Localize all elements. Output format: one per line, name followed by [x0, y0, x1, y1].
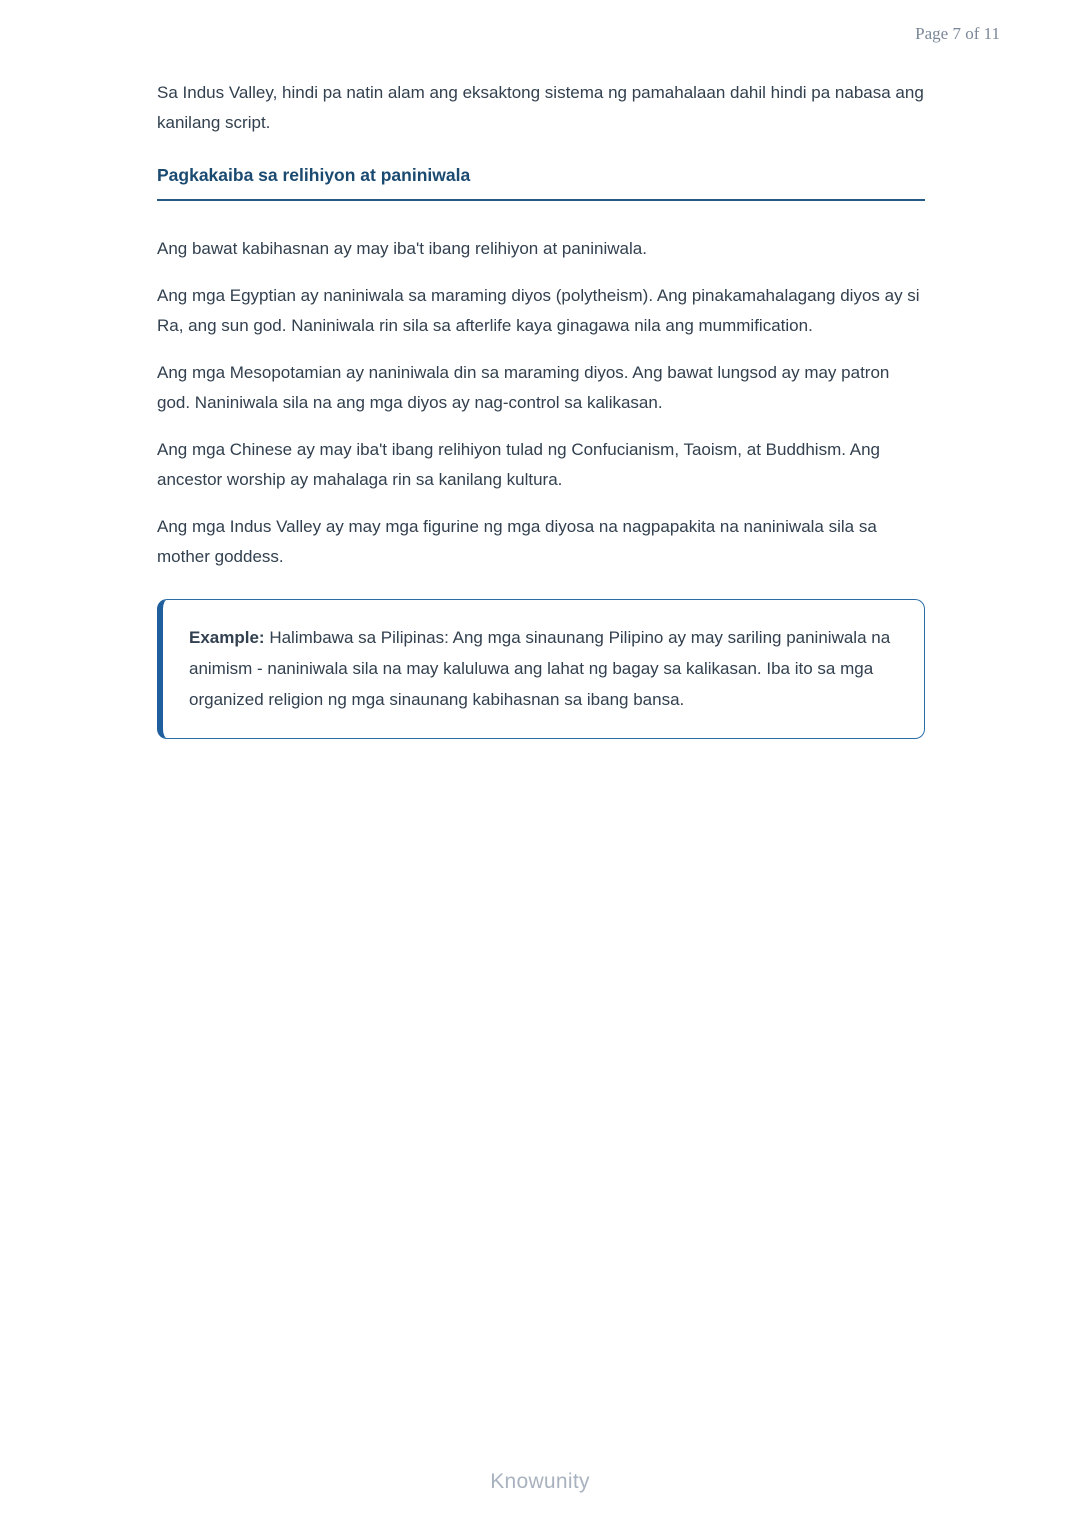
page-number: Page 7 of 11 [915, 24, 1000, 43]
example-paragraph [189, 622, 896, 715]
section-heading: Pagkakaiba sa relihiyon at paniniwala [157, 165, 471, 185]
body-paragraph-4: Ang mga Chinese ay may iba't ibang relihiyon tulad ng Confucianism, Taoism, at Buddhism. Ang ancestor worship ay mahalaga rin sa kanilang kultura. [157, 440, 880, 489]
body-paragraph-3: Ang mga Mesopotamian ay naniniwala din sa maraming diyos. Ang bawat lungsod ay may patron god. Naniniwala sila na ang mga diyos ay nag-control sa kalikasan. [157, 363, 890, 412]
page-content [157, 78, 925, 739]
section-heading-block [157, 164, 925, 201]
example-label: Example: [189, 628, 265, 647]
footer-brand: Knowunity [490, 1470, 590, 1493]
example-body-text: Halimbawa sa Pilipinas: Ang mga sinaunang Pilipino ay may sariling paniniwala na animism - naniniwala sila na may kaluluwa ang lahat ng bagay sa kalikasan. Iba ito sa mga organized religion ng mga sinaunang kabihasnan sa ibang bansa. [189, 628, 891, 709]
heading-divider [157, 199, 925, 201]
body-paragraph-2: Ang mga Egyptian ay naniniwala sa maraming diyos (polytheism). Ang pinakamahalagang diyos ay si Ra, ang sun god. Naniniwala rin sila sa afterlife kaya ginagawa nila ang mummification. [157, 286, 920, 335]
body-paragraph-1: Ang bawat kabihasnan ay may iba't ibang relihiyon at paniniwala. [157, 239, 647, 258]
example-callout [157, 599, 925, 739]
body-paragraph-5: Ang mga Indus Valley ay may mga figurine ng mga diyosa na nagpapakita na naniniwala sila sa mother goddess. [157, 517, 877, 566]
intro-paragraph: Sa Indus Valley, hindi pa natin alam ang eksaktong sistema ng pamahalaan dahil hindi pa nabasa ang kanilang script. [157, 83, 924, 132]
